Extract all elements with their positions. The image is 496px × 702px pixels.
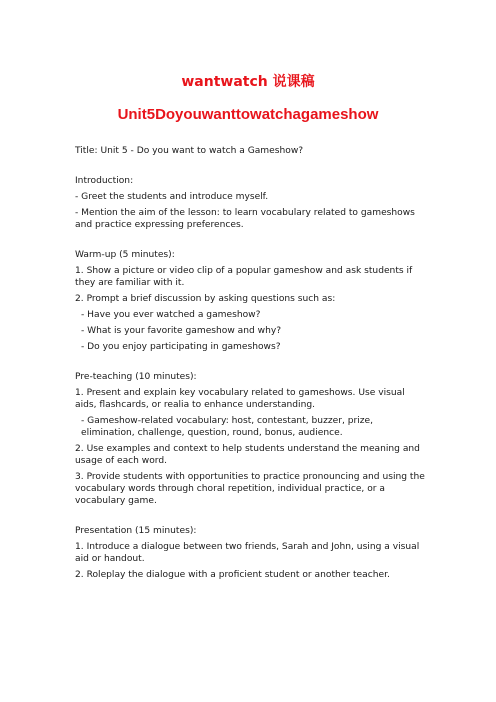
- document-body: [75, 145, 427, 585]
- paragraph: 2. Prompt a brief discussion by asking questions such as:: [75, 294, 336, 304]
- paragraph: 2. Roleplay the dialogue with a proficient student or another teacher.: [75, 570, 390, 580]
- section-heading-introduction: Introduction:: [75, 176, 134, 186]
- paragraph: - Do you enjoy participating in gameshows?: [81, 342, 281, 352]
- paragraph: - Mention the aim of the lesson: to learn vocabulary related to gameshows and practice expressing preferences.: [75, 208, 415, 230]
- section-heading-warmup: Warm-up (5 minutes):: [75, 250, 175, 260]
- document-subtitle: Unit5Doyouwanttowatchagameshow: [117, 106, 379, 123]
- lesson-title-line: Title: Unit 5 - Do you want to watch a Gameshow?: [75, 146, 304, 156]
- paragraph: - Greet the students and introduce myself.: [75, 192, 269, 202]
- paragraph: 2. Use examples and context to help students understand the meaning and usage of each word.: [75, 444, 420, 466]
- paragraph: 1. Present and explain key vocabulary related to gameshows. Use visual aids, flashcards, or realia to enhance understanding.: [75, 388, 405, 410]
- paragraph: 3. Provide students with opportunities to practice pronouncing and using the vocabulary words through choral repetition, individual practice, or a vocabulary game.: [75, 472, 425, 506]
- section-heading-presentation: Presentation (15 minutes):: [75, 526, 197, 536]
- paragraph: - What is your favorite gameshow and why?: [81, 326, 282, 336]
- paragraph: - Have you ever watched a gameshow?: [81, 310, 261, 320]
- paragraph: - Gameshow-related vocabulary: host, contestant, buzzer, prize, elimination, challenge, question, round, bonus, audience.: [81, 416, 374, 438]
- paragraph: 1. Show a picture or video clip of a popular gameshow and ask students if they are familiar with it.: [75, 266, 413, 288]
- paragraph: 1. Introduce a dialogue between two friends, Sarah and John, using a visual aid or handout.: [75, 542, 420, 564]
- document-title: wantwatch 说课稿: [181, 74, 315, 90]
- section-heading-preteaching: Pre-teaching (10 minutes):: [75, 372, 197, 382]
